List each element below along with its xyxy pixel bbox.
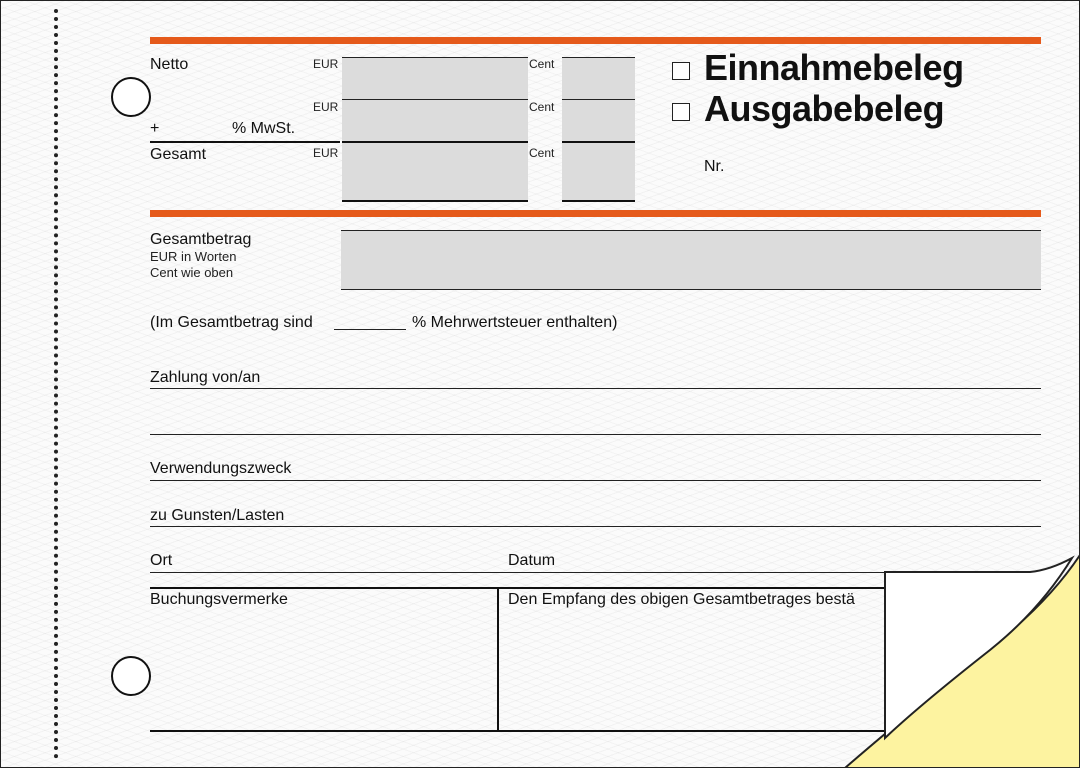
eur-label-netto: EUR [313, 57, 339, 71]
mwst-note-prefix: (Im Gesamtbetrag sind [150, 314, 313, 331]
mwst-label: % MwSt. [232, 120, 296, 137]
mwst-note-suffix: % Mehrwertsteuer enthalten) [412, 314, 618, 331]
nr-label: Nr. [704, 158, 725, 175]
cent-wie-oben-label: Cent wie oben [150, 265, 234, 280]
empfang-label: Den Empfang des obigen Gesamtbetrages bestä [508, 591, 855, 608]
einnahme-label: Einnahmebeleg [704, 47, 964, 88]
ausgabe-label: Ausgabebeleg [704, 88, 945, 129]
cent-label-netto: Cent [529, 57, 555, 71]
netto-label: Netto [150, 56, 189, 73]
cent-label-mwst: Cent [529, 100, 555, 114]
buchung-label: Buchungsvermerke [150, 591, 288, 608]
eur-label-mwst: EUR [313, 100, 339, 114]
eur-label-gesamt: EUR [313, 146, 339, 160]
zahlung-label: Zahlung von/an [150, 369, 261, 386]
datum-label: Datum [508, 552, 556, 569]
ort-label: Ort [150, 552, 173, 569]
gesamt-label: Gesamt [150, 146, 207, 163]
plus-label: + [150, 120, 160, 137]
verwendung-label: Verwendungszweck [150, 460, 292, 477]
eur-in-worten-label: EUR in Worten [150, 249, 237, 264]
gunsten-label: zu Gunsten/Lasten [150, 507, 285, 524]
gesamtbetrag-label: Gesamtbetrag [150, 231, 252, 248]
cent-label-gesamt: Cent [529, 146, 555, 160]
